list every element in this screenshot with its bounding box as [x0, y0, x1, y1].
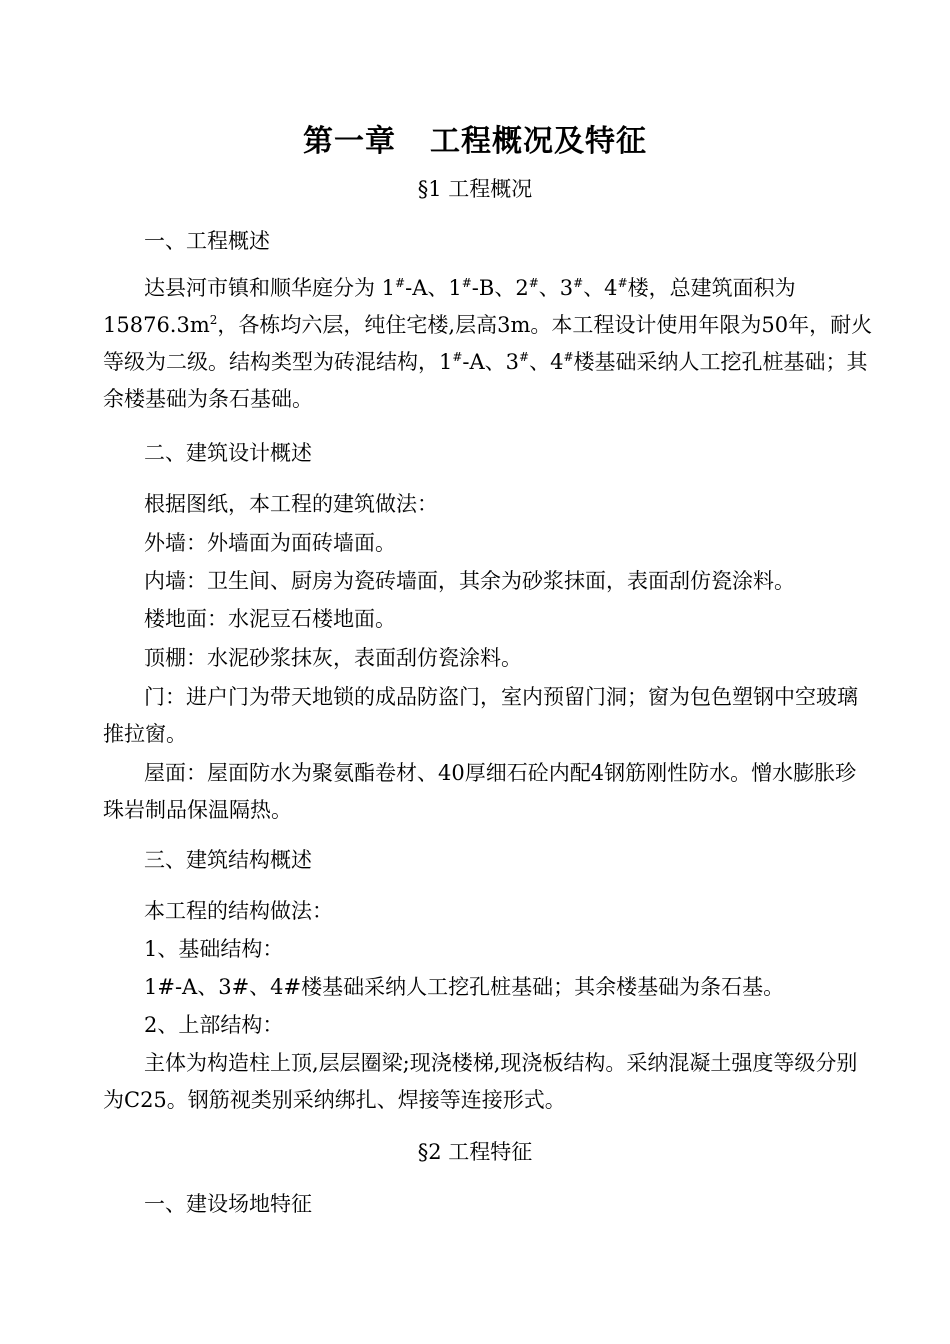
paragraph-project-overview: 达县河市镇和顺华庭分为 1#-A、1#-B、2#、3#、4#楼，总建筑面积为$15876.3m^2$，各栋均六层，纯住宅楼,层高3m。本工程设计使用年限为50年，耐火等级为二级。结构类型为砖混结构，1#-A、3#、4#楼基础采纳人工挖孔桩基础；其余楼基础为条石基础。 [103, 276, 873, 411]
text-line: 2、上部结构： [144, 1013, 284, 1037]
section-2-heading: §2 工程特征 [417, 1140, 533, 1164]
subheading-project-overview: 一、工程概述 [144, 229, 270, 253]
text-line: 顶棚：水泥砂浆抹灰，表面刮仿瓷涂料。 [144, 646, 522, 670]
subheading-site-features: 一、建设场地特征 [144, 1192, 312, 1216]
text-line: 1、基础结构： [144, 937, 284, 961]
section-1-heading: §1 工程概况 [417, 177, 533, 201]
subheading-structural-design: 三、建筑结构概述 [144, 848, 312, 872]
chapter-title [0, 122, 950, 162]
text-line: 外墙：外墙面为面砖墙面。 [144, 531, 396, 555]
text-line: 本工程的结构做法： [144, 899, 333, 923]
text-paragraph: 屋面：屋面防水为聚氨酯卷材、40厚细石砼内配4钢筋刚性防水。憎水膨胀珍珠岩制品保温隔热。 [103, 761, 857, 822]
chapter-number: 第一章 [303, 124, 396, 159]
chapter-name: 工程概况及特征 [430, 124, 647, 159]
text-line: 楼地面：水泥豆石楼地面。 [144, 607, 396, 631]
text-paragraph: 主体为构造柱上顶,层层圈梁;现浇楼梯,现浇板结构。采纳混凝土强度等级分别为C25。钢筋视类别采纳绑扎、焊接等连接形式。 [103, 1051, 858, 1112]
text-line: 根据图纸，本工程的建筑做法： [144, 492, 438, 516]
subheading-architectural-design: 二、建筑设计概述 [144, 441, 312, 465]
text-paragraph: 门：进户门为带天地锁的成品防盗门，室内预留门洞；窗为包色塑钢中空玻璃推拉窗。 [103, 685, 858, 746]
text-line: 内墙：卫生间、厨房为瓷砖墙面，其余为砂浆抹面，表面刮仿瓷涂料。 [144, 569, 795, 593]
text-line: 1#-A、3#、4#楼基础采纳人工挖孔桩基础；其余楼基础为条石基。 [144, 975, 785, 999]
